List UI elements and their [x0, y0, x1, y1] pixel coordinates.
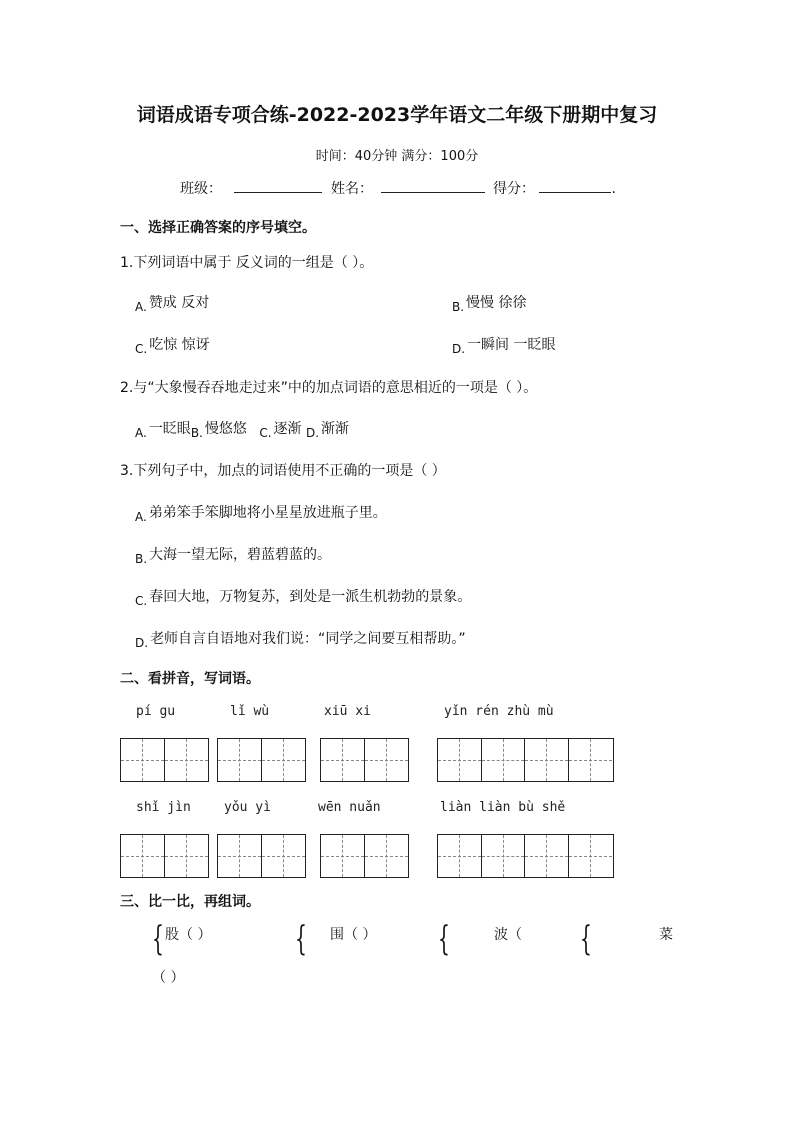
option-text: 春回大地，万物复苏，到处是一派生机勃勃的景象。: [149, 589, 472, 605]
grid-cell[interactable]: [262, 835, 306, 877]
grid-cell[interactable]: [218, 835, 262, 877]
option-label: A.: [135, 426, 147, 440]
q3-option-a[interactable]: [135, 502, 387, 522]
grid-cell[interactable]: [321, 739, 365, 781]
grid-cell[interactable]: [482, 739, 526, 781]
pinyin-label: xiū xi: [324, 704, 371, 719]
grid-cell[interactable]: [121, 835, 165, 877]
writing-grid[interactable]: [437, 834, 614, 878]
question-3: 3.下列句子中，加点的词语使用不正确的一项是（ ）: [120, 463, 446, 479]
grid-cell[interactable]: [569, 835, 613, 877]
score-blank[interactable]: [539, 178, 611, 193]
option-label: D.: [305, 426, 320, 440]
grid-cell[interactable]: [321, 835, 365, 877]
grid-cell[interactable]: [365, 835, 409, 877]
left-brace: {: [152, 919, 164, 959]
writing-grid[interactable]: [320, 834, 409, 878]
option-text: 弟弟笨手笨脚地将小星星放进瓶子里。: [148, 505, 387, 521]
q2-options: [135, 418, 349, 438]
grid-cell[interactable]: [482, 835, 526, 877]
grid-cell[interactable]: [569, 739, 613, 781]
compare-item[interactable]: 波（: [494, 927, 522, 943]
option-text: 大海一望无际，碧蓝碧蓝的。: [149, 547, 332, 563]
option-text: 慢慢 徐徐: [466, 295, 527, 311]
compare-blank[interactable]: （ ）: [152, 970, 185, 986]
option-label: B.: [135, 552, 148, 566]
pinyin-label: wēn nuǎn: [318, 800, 381, 815]
q3-option-c[interactable]: [135, 586, 471, 606]
q2-option-c[interactable]: [259, 421, 302, 440]
grid-cell[interactable]: [525, 739, 569, 781]
pinyin-label: liàn liàn bù shě: [440, 800, 566, 815]
exam-time-and-score: 时间：40分钟 满分：100分: [315, 149, 479, 164]
grid-cell[interactable]: [165, 835, 209, 877]
q3-option-d[interactable]: [135, 628, 466, 648]
pinyin-label: yǒu yì: [224, 800, 271, 815]
trailing-period: .: [611, 181, 616, 197]
grid-cell[interactable]: [365, 739, 409, 781]
q2-option-d[interactable]: [305, 421, 350, 440]
section1-heading: 一、选择正确答案的序号填空。: [120, 220, 316, 236]
class-blank[interactable]: [234, 178, 322, 193]
writing-grid[interactable]: [120, 738, 209, 782]
class-field: [180, 178, 322, 198]
question-1: 1.下列词语中属于 反义词的一组是（ ）。: [120, 255, 374, 271]
q1-option-c[interactable]: [135, 334, 210, 354]
name-blank[interactable]: [381, 178, 485, 193]
left-brace: {: [295, 919, 307, 959]
name-label: 姓名：: [331, 181, 373, 197]
option-label: C.: [135, 342, 148, 356]
option-text: 一瞬间 一眨眼: [467, 337, 556, 353]
grid-cell[interactable]: [438, 739, 482, 781]
q2-option-b[interactable]: [190, 421, 247, 440]
name-field: [331, 178, 485, 198]
q1-option-b[interactable]: [452, 292, 527, 312]
option-text: 吃惊 惊讶: [149, 337, 210, 353]
q1-option-d[interactable]: [452, 334, 556, 354]
option-text: 渐渐: [321, 421, 350, 437]
option-label: A.: [135, 300, 147, 314]
pinyin-label: shǐ jìn: [136, 800, 191, 815]
compare-item[interactable]: 围（ ）: [330, 927, 377, 943]
question-2: 2.与“大象慢吞吞地走过来”中的加点词语的意思相近的一项是（ ）。: [120, 380, 538, 396]
left-brace: {: [438, 919, 450, 959]
grid-cell[interactable]: [438, 835, 482, 877]
grid-cell[interactable]: [262, 739, 306, 781]
score-field: [493, 178, 616, 198]
writing-grid[interactable]: [320, 738, 409, 782]
section3-heading: 三、比一比，再组词。: [120, 894, 260, 910]
score-label: 得分：: [493, 181, 535, 197]
option-text: 赞成 反对: [148, 295, 210, 311]
pinyin-label: pí gu: [136, 704, 176, 719]
compare-item: 菜: [659, 927, 673, 943]
grid-cell[interactable]: [165, 739, 209, 781]
q1-option-a[interactable]: [135, 292, 209, 312]
grid-cell[interactable]: [525, 835, 569, 877]
q3-option-b[interactable]: [135, 544, 331, 564]
grid-cell[interactable]: [218, 739, 262, 781]
left-brace: {: [580, 919, 592, 959]
option-label: B.: [190, 426, 203, 440]
pinyin-label: yǐn rén zhù mù: [444, 704, 554, 719]
option-label: A.: [135, 510, 147, 524]
option-text: 慢悠悠: [204, 421, 247, 437]
option-label: C.: [135, 594, 148, 608]
option-label: B.: [452, 300, 465, 314]
option-text: 老师自言自语地对我们说：“同学之间要互相帮助。”: [150, 631, 466, 647]
q2-option-a[interactable]: [135, 421, 191, 440]
writing-grid[interactable]: [217, 738, 306, 782]
writing-grid[interactable]: [437, 738, 614, 782]
option-text: 一眨眼: [148, 421, 191, 437]
option-label: D.: [452, 342, 466, 356]
option-label: C.: [259, 426, 272, 440]
page-title: 词语成语专项合练-2022-2023学年语文二年级下册期中复习: [136, 104, 658, 126]
compare-item[interactable]: 股（ ）: [165, 927, 212, 943]
pinyin-label: lǐ wù: [230, 704, 270, 719]
writing-grid[interactable]: [217, 834, 306, 878]
class-label: 班级：: [180, 181, 222, 197]
option-text: 逐渐: [273, 421, 302, 437]
writing-grid[interactable]: [120, 834, 209, 878]
section2-heading: 二、看拼音，写词语。: [120, 671, 260, 687]
option-label: D.: [135, 636, 149, 650]
grid-cell[interactable]: [121, 739, 165, 781]
